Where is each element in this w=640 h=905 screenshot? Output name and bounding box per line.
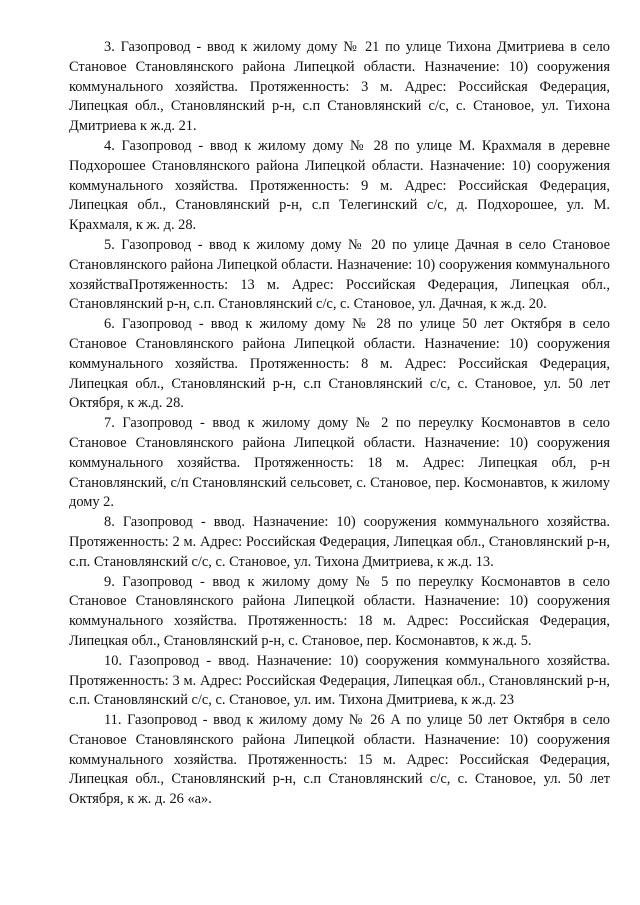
list-item-5: 5. Газопровод - ввод к жилому дому № 20 по улице Дачная в село Становое Становлянского района Липецкой области. Назначение: 10) сооружения коммунального хозяйстваПротяженность: 13 м. Адрес: Российская Федерация, Липецкая обл., Становлянский р-н, с.п. Становлянский с/с, с. Становое, ул. Дачная, к ж.д. 20.	[69, 236, 610, 313]
list-item-4: 4. Газопровод - ввод к жилому дому № 28 по улице М. Крахмаля в деревне Подхорошее Становлянского района Липецкой области. Назначение: 10) сооружения коммунального хозяйства. Протяженность: 9 м. Адрес: Российская Федерация, Липецкая обл., Становлянский р-н, с.п Телегинский с/с, д. Подхорошее, ул. М. Крахмаля, к ж. д. 28.	[69, 137, 610, 234]
list-item-3: 3. Газопровод - ввод к жилому дому № 21 по улице Тихона Дмитриева в село Становое Становлянского района Липецкой области. Назначение: 10) сооружения коммунального хозяйства. Протяженность: 3 м. Адрес: Российская Федерация, Липецкая обл., Становлянский р-н, с.п Становлянский с/с, с. Становое, ул. Тихона Дмитриева к ж.д. 21.	[69, 39, 610, 135]
list-item-10: 10. Газопровод - ввод. Назначение: 10) сооружения коммунального хозяйства. Протяженность: 3 м. Адрес: Российская Федерация, Липецкая обл., Становлянский р-н, с.п. Становлянский с/с, с. Становое, ул. им. Тихона Дмитриева, к ж.д. 23	[69, 652, 610, 709]
list-item-8: 8. Газопровод - ввод. Назначение: 10) сооружения коммунального хозяйства. Протяженность: 2 м. Адрес: Российская Федерация, Липецкая обл., Становлянский р-н, с.п. Становлянский с/с, с. Становое, ул. Тихона Дмитриева, к ж.д. 13.	[69, 514, 610, 570]
list-item-11: 11. Газопровод - ввод к жилому дому № 26 А по улице 50 лет Октября в село Становое Становлянского района Липецкой области. Назначение: 10) сооружения коммунального хозяйства. Протяженность: 15 м. Адрес: Российская Федерация, Липецкая обл., Становлянский р-н, с.п Становлянский с/с, с. Становое, ул. 50 лет Октября, к ж. д. 26 «а».	[69, 712, 610, 808]
document-page	[69, 38, 610, 810]
list-item-9: 9. Газопровод - ввод к жилому дому № 5 по переулку Космонавтов в село Становое Становлянского района Липецкой области. Назначение: 10) сооружения коммунального хозяйства. Протяженность: 18 м. Адрес: Российская Федерация, Липецкая обл., Становлянский р-н, с. Становое, пер. Космонавтов, к ж.д. 5.	[69, 573, 610, 649]
list-item-6: 6. Газопровод - ввод к жилому дому № 28 по улице 50 лет Октября в село Становое Становлянского района Липецкой области. Назначение: 10) сооружения коммунального хозяйства. Протяженность: 8 м. Адрес: Российская Федерация, Липецкая обл., Становлянский р-н, с.п Становлянский с/с, с. Становое, ул. 50 лет Октября, к ж.д. 28.	[69, 316, 610, 412]
list-item-7: 7. Газопровод - ввод к жилому дому № 2 по переулку Космонавтов в село Становое Становлянского района Липецкой области. Назначение: 10) сооружения коммунального хозяйства. Протяженность: 18 м. Адрес: Липецкая обл, р-н Становлянский, с/п Становлянский сельсовет, с. Становое, пер. Космонавтов, к жилому дому 2.	[69, 415, 610, 511]
